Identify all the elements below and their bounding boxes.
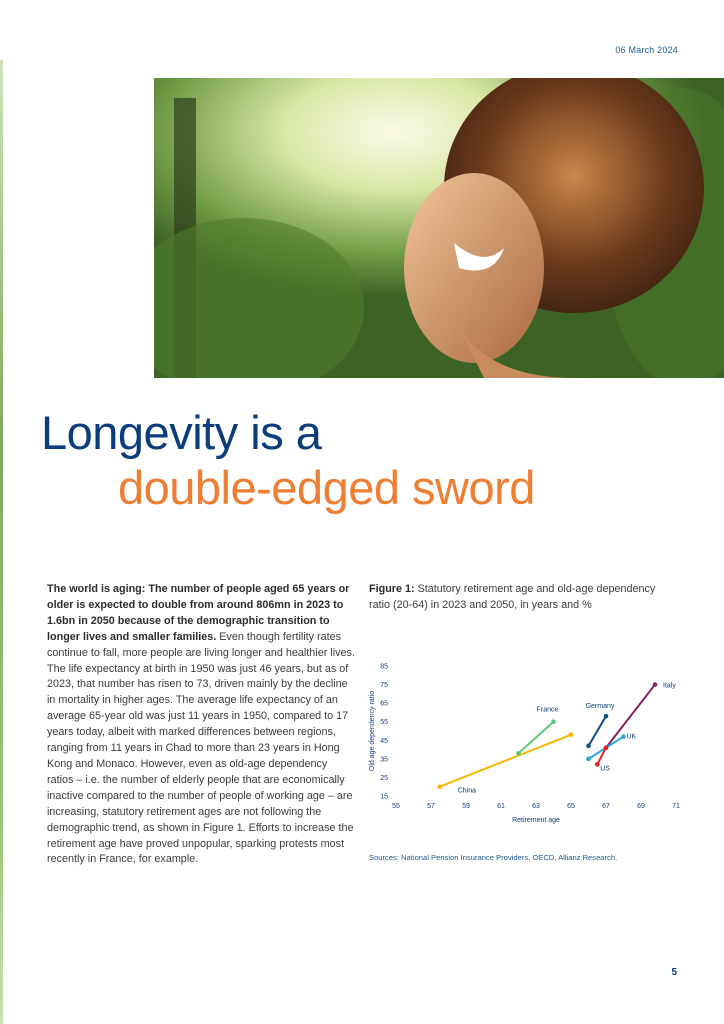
- y-axis-label: Old age dependency ratio: [369, 690, 376, 772]
- body-lead: The world is aging: The number of people aged 65 years or older is expected to double from around 806mn in 2023 to 1.6bn in 2050 because of the demographic transition to longer lives and smaller families.: [47, 583, 350, 643]
- series-label-uk: UK: [626, 733, 637, 741]
- series-line-germany: [589, 716, 607, 746]
- y-tick-label: 15: [380, 793, 388, 801]
- data-point-germany: [586, 744, 591, 749]
- data-point-china: [569, 732, 574, 737]
- x-tick-label: 55: [392, 803, 400, 810]
- figure-caption: [369, 582, 659, 614]
- left-decorative-stripe: [0, 60, 3, 1024]
- data-point-china: [437, 784, 442, 789]
- series-line-china: [440, 735, 571, 787]
- data-point-uk: [621, 734, 626, 739]
- headline-line-1: Longevity is a: [41, 406, 322, 459]
- x-tick-label: 67: [602, 803, 610, 810]
- series-label-china: China: [457, 787, 477, 795]
- x-tick-label: 57: [427, 803, 435, 810]
- figure-label: Figure 1:: [369, 583, 415, 595]
- data-point-france: [516, 751, 521, 756]
- data-point-us: [604, 745, 609, 750]
- x-tick-label: 61: [497, 803, 505, 810]
- x-tick-label: 65: [567, 803, 575, 810]
- body-rest: Even though fertility rates continue to fall, more people are living longer and healthier lives. The life expectancy at birth in 1950 was just 46 years, but as of 2023, that number has risen to 73, driven mainly by the decline in mortality in higher ages. The average life expectancy of an average 65-year old was just 11 years in 1950, compared to 17 years today, albeit with marked differences between regions, ranging from 11 years in Chad to more than 23 years in Hong Kong and Monaco. However, even as old-age dependency ratios – i.e. the number of elderly people that are economically inactive compared to the number of people of working age – are increasing, statutory retirement ages are not following the demographic trend, as shown in Figure 1. Efforts to increase the retirement age have proved unpopular, sparking protests most recently in France, for example.: [47, 630, 355, 866]
- y-tick-label: 25: [380, 774, 388, 782]
- series-label-italy: Italy: [663, 682, 676, 690]
- series-label-france: France: [536, 706, 559, 714]
- page-number: 5: [671, 967, 677, 978]
- data-point-italy: [653, 682, 658, 687]
- x-tick-label: 59: [462, 803, 470, 810]
- y-tick-label: 65: [380, 700, 388, 708]
- data-point-germany: [604, 714, 609, 719]
- data-point-france: [551, 719, 556, 724]
- figure-sources: Sources: National Pension Insurance Providers, OECD, Allianz Research.: [369, 853, 618, 862]
- x-tick-label: 69: [637, 803, 645, 810]
- body-paragraph: [47, 582, 355, 868]
- publication-date: 06 March 2024: [615, 45, 678, 55]
- data-point-us: [595, 762, 600, 767]
- x-axis-label: Retirement age: [512, 817, 560, 824]
- y-tick-label: 35: [380, 756, 388, 764]
- data-point-uk: [586, 757, 591, 762]
- x-tick-label: 63: [532, 803, 540, 810]
- y-tick-label: 85: [380, 663, 388, 671]
- figure-caption-text: Statutory retirement age and old-age dependency ratio (20-64) in 2023 and 2050, in years and %: [369, 583, 656, 611]
- x-tick-label: 71: [672, 803, 680, 810]
- figure-1-chart: [362, 655, 692, 835]
- y-tick-label: 75: [380, 682, 388, 690]
- y-tick-label: 45: [380, 737, 388, 745]
- y-tick-label: 55: [380, 719, 388, 727]
- series-label-germany: Germany: [585, 703, 615, 711]
- headline-line-2: double-edged sword: [118, 461, 535, 514]
- hero-photo: [154, 78, 724, 378]
- series-label-us: US: [600, 765, 610, 773]
